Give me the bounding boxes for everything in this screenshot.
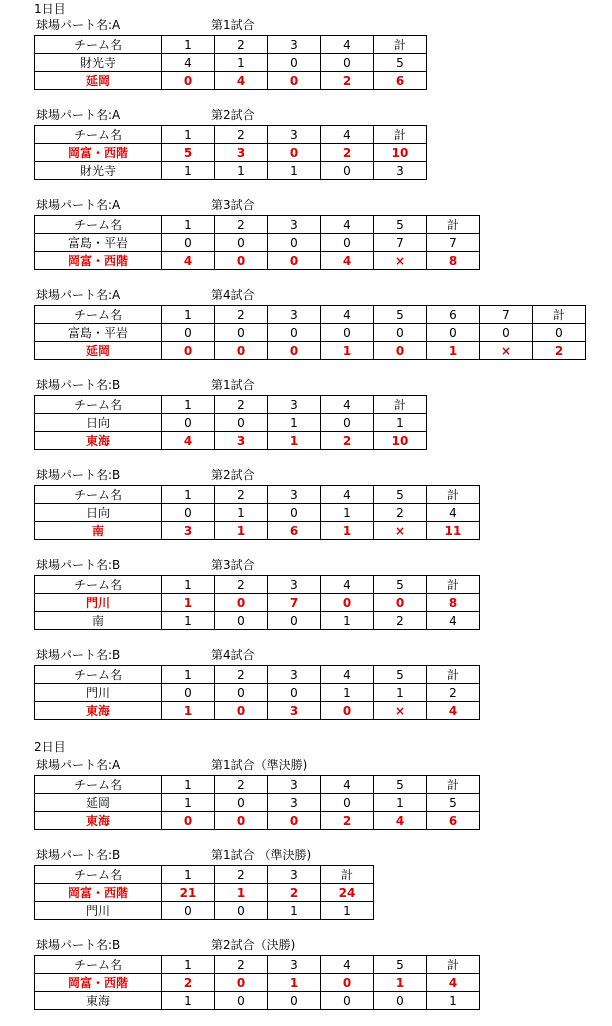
- team-name: 富島・平岩: [35, 324, 162, 342]
- inning-header: 2: [215, 666, 268, 684]
- inning-score: 0: [268, 342, 321, 360]
- total-score: 0: [533, 324, 586, 342]
- park-name: 球場パート名:B: [36, 938, 121, 952]
- park-name: 球場パート名:A: [36, 758, 121, 772]
- total-column-header: 計: [427, 216, 480, 234]
- team-name: 東海: [35, 992, 162, 1010]
- inning-score: 0: [268, 812, 321, 830]
- inning-score: 0: [215, 234, 268, 252]
- park-name: 球場パート名:B: [36, 648, 121, 662]
- day-label: 1日目: [34, 2, 66, 16]
- inning-score: 2: [374, 612, 427, 630]
- inning-score: 2: [374, 504, 427, 522]
- inning-header: 4: [321, 396, 374, 414]
- park-name: 球場パート名:B: [36, 468, 121, 482]
- total-score: 5: [427, 794, 480, 812]
- inning-score: 0: [215, 324, 268, 342]
- inning-score: 0: [268, 54, 321, 72]
- game-title: 第4試合: [211, 648, 255, 662]
- total-column-header: 計: [427, 576, 480, 594]
- team-row: [35, 144, 427, 162]
- total-score: 10: [374, 144, 427, 162]
- game-title: 第3試合: [211, 558, 255, 572]
- inning-header: 4: [321, 126, 374, 144]
- inning-score: 0: [268, 234, 321, 252]
- inning-score: 1: [374, 974, 427, 992]
- inning-header: 4: [321, 486, 374, 504]
- park-name: 球場パート名:B: [36, 558, 121, 572]
- inning-score: 4: [162, 54, 215, 72]
- total-column-header: 計: [533, 306, 586, 324]
- inning-header: 5: [374, 306, 427, 324]
- inning-score: 1: [321, 522, 374, 540]
- inning-score: 0: [215, 812, 268, 830]
- inning-score: 1: [268, 902, 321, 920]
- team-row: [35, 324, 586, 342]
- team-name: 延岡: [35, 794, 162, 812]
- total-score: 8: [427, 252, 480, 270]
- inning-score: 0: [162, 234, 215, 252]
- header-row: [35, 576, 480, 594]
- header-row: [35, 776, 480, 794]
- inning-header: 5: [374, 216, 427, 234]
- team-name: 門川: [35, 594, 162, 612]
- header-row: [35, 866, 374, 884]
- inning-score: 0: [268, 252, 321, 270]
- total-score: 6: [374, 72, 427, 90]
- game-title: 第1試合: [211, 18, 255, 32]
- inning-score: 0: [321, 594, 374, 612]
- total-score: 2: [427, 684, 480, 702]
- inning-score: 1: [215, 522, 268, 540]
- inning-score: 0: [215, 612, 268, 630]
- inning-score: 0: [162, 504, 215, 522]
- team-column-header: チーム名: [35, 306, 162, 324]
- inning-score: 0: [321, 54, 374, 72]
- inning-score: 0: [268, 684, 321, 702]
- inning-score: 0: [321, 234, 374, 252]
- total-score: 1: [374, 414, 427, 432]
- inning-score: 3: [268, 794, 321, 812]
- total-score: 7: [427, 234, 480, 252]
- score-table: [34, 215, 480, 270]
- inning-score: ×: [374, 702, 427, 720]
- game-title: 第1試合 （準決勝): [211, 848, 312, 862]
- team-column-header: チーム名: [35, 576, 162, 594]
- total-score: 5: [374, 54, 427, 72]
- game-title: 第1試合（準決勝): [211, 758, 308, 772]
- team-name: 東海: [35, 702, 162, 720]
- inning-header: 3: [268, 956, 321, 974]
- team-column-header: チーム名: [35, 776, 162, 794]
- inning-score: 1: [427, 342, 480, 360]
- inning-score: ×: [374, 252, 427, 270]
- inning-header: 3: [268, 866, 321, 884]
- inning-score: 0: [321, 702, 374, 720]
- inning-score: 7: [268, 594, 321, 612]
- inning-score: 0: [162, 72, 215, 90]
- inning-score: 4: [374, 812, 427, 830]
- total-score: 1: [427, 992, 480, 1010]
- inning-score: 0: [321, 992, 374, 1010]
- game-title: 第2試合（決勝): [211, 938, 296, 952]
- inning-header: 2: [215, 956, 268, 974]
- park-name: 球場パート名:A: [36, 288, 121, 302]
- total-column-header: 計: [321, 866, 374, 884]
- inning-score: 0: [215, 974, 268, 992]
- inning-score: 1: [268, 162, 321, 180]
- inning-score: 0: [374, 324, 427, 342]
- inning-score: 0: [215, 794, 268, 812]
- inning-header: 5: [374, 776, 427, 794]
- inning-score: 0: [268, 504, 321, 522]
- score-table: [34, 775, 480, 830]
- team-name: 富島・平岩: [35, 234, 162, 252]
- score-table: [34, 125, 427, 180]
- team-row: [35, 702, 480, 720]
- inning-header: 4: [321, 776, 374, 794]
- inning-header: 4: [321, 666, 374, 684]
- inning-score: 0: [162, 684, 215, 702]
- inning-score: 0: [321, 974, 374, 992]
- total-score: 10: [374, 432, 427, 450]
- inning-score: ×: [374, 522, 427, 540]
- inning-score: 0: [268, 72, 321, 90]
- team-row: [35, 684, 480, 702]
- inning-score: 5: [162, 144, 215, 162]
- team-name: 東海: [35, 812, 162, 830]
- inning-header: 2: [215, 576, 268, 594]
- inning-header: 2: [215, 216, 268, 234]
- inning-score: 2: [321, 432, 374, 450]
- team-column-header: チーム名: [35, 36, 162, 54]
- total-score: 24: [321, 884, 374, 902]
- inning-score: 0: [215, 414, 268, 432]
- inning-score: 6: [268, 522, 321, 540]
- inning-header: 1: [162, 126, 215, 144]
- inning-header: 2: [215, 866, 268, 884]
- inning-score: 3: [162, 522, 215, 540]
- inning-score: 1: [268, 414, 321, 432]
- team-row: [35, 992, 480, 1010]
- team-name: 日向: [35, 504, 162, 522]
- team-name: 南: [35, 612, 162, 630]
- team-column-header: チーム名: [35, 486, 162, 504]
- team-name: 岡富・西階: [35, 252, 162, 270]
- inning-header: 3: [268, 666, 321, 684]
- team-row: [35, 594, 480, 612]
- score-table: [34, 305, 586, 360]
- inning-score: 0: [162, 342, 215, 360]
- day-label: 2日目: [34, 740, 66, 754]
- team-name: 東海: [35, 432, 162, 450]
- inning-header: 3: [268, 126, 321, 144]
- score-table: [34, 35, 427, 90]
- inning-score: 0: [480, 324, 533, 342]
- inning-score: 0: [215, 684, 268, 702]
- inning-score: 0: [268, 992, 321, 1010]
- inning-score: 0: [321, 794, 374, 812]
- inning-score: 1: [215, 54, 268, 72]
- total-column-header: 計: [427, 486, 480, 504]
- inning-header: 1: [162, 396, 215, 414]
- total-column-header: 計: [374, 36, 427, 54]
- total-score: 3: [374, 162, 427, 180]
- inning-header: 3: [268, 776, 321, 794]
- inning-header: 4: [321, 36, 374, 54]
- inning-header: 1: [162, 486, 215, 504]
- inning-score: 4: [162, 432, 215, 450]
- team-name: 財光寺: [35, 54, 162, 72]
- inning-score: 4: [162, 252, 215, 270]
- inning-score: 0: [321, 162, 374, 180]
- inning-score: 1: [321, 684, 374, 702]
- total-column-header: 計: [374, 126, 427, 144]
- inning-header: 3: [268, 306, 321, 324]
- inning-header: 2: [215, 126, 268, 144]
- inning-score: 21: [162, 884, 215, 902]
- total-score: 4: [427, 504, 480, 522]
- inning-score: 0: [268, 324, 321, 342]
- inning-header: 4: [321, 216, 374, 234]
- inning-score: 1: [162, 162, 215, 180]
- inning-score: 3: [268, 702, 321, 720]
- inning-score: 1: [268, 974, 321, 992]
- team-name: 延岡: [35, 72, 162, 90]
- inning-header: 7: [480, 306, 533, 324]
- total-column-header: 計: [427, 666, 480, 684]
- inning-score: 0: [162, 902, 215, 920]
- inning-score: 2: [162, 974, 215, 992]
- park-name: 球場パート名:A: [36, 108, 121, 122]
- inning-score: 1: [321, 342, 374, 360]
- inning-score: 1: [215, 504, 268, 522]
- inning-score: 1: [321, 612, 374, 630]
- score-table: [34, 865, 374, 920]
- team-column-header: チーム名: [35, 956, 162, 974]
- team-row: [35, 812, 480, 830]
- inning-score: 0: [162, 324, 215, 342]
- team-row: [35, 252, 480, 270]
- inning-header: 5: [374, 486, 427, 504]
- inning-score: 4: [321, 252, 374, 270]
- game-title: 第2試合: [211, 108, 255, 122]
- park-name: 球場パート名:A: [36, 198, 121, 212]
- inning-score: 0: [215, 594, 268, 612]
- park-name: 球場パート名:B: [36, 378, 121, 392]
- inning-header: 1: [162, 576, 215, 594]
- total-score: 8: [427, 594, 480, 612]
- team-name: 延岡: [35, 342, 162, 360]
- inning-header: 1: [162, 36, 215, 54]
- inning-header: 2: [215, 306, 268, 324]
- inning-score: 0: [215, 902, 268, 920]
- team-name: 岡富・西階: [35, 974, 162, 992]
- inning-score: 0: [215, 992, 268, 1010]
- inning-score: 1: [162, 794, 215, 812]
- team-row: [35, 504, 480, 522]
- inning-score: 0: [215, 342, 268, 360]
- inning-score: 0: [427, 324, 480, 342]
- inning-score: 1: [162, 612, 215, 630]
- inning-score: 1: [268, 432, 321, 450]
- team-column-header: チーム名: [35, 396, 162, 414]
- inning-score: 0: [268, 612, 321, 630]
- header-row: [35, 396, 427, 414]
- inning-header: 5: [374, 576, 427, 594]
- inning-score: 0: [321, 324, 374, 342]
- inning-score: 0: [215, 702, 268, 720]
- header-row: [35, 956, 480, 974]
- total-column-header: 計: [427, 956, 480, 974]
- inning-score: 3: [215, 144, 268, 162]
- inning-header: 2: [215, 486, 268, 504]
- inning-header: 5: [374, 956, 427, 974]
- game-title: 第4試合: [211, 288, 255, 302]
- total-score: 2: [533, 342, 586, 360]
- game-title: 第3試合: [211, 198, 255, 212]
- team-name: 門川: [35, 684, 162, 702]
- inning-header: 3: [268, 396, 321, 414]
- inning-score: 1: [374, 684, 427, 702]
- total-score: 4: [427, 702, 480, 720]
- inning-header: 3: [268, 216, 321, 234]
- inning-score: 0: [162, 414, 215, 432]
- inning-score: 2: [268, 884, 321, 902]
- team-row: [35, 162, 427, 180]
- inning-header: 6: [427, 306, 480, 324]
- team-row: [35, 612, 480, 630]
- header-row: [35, 36, 427, 54]
- team-name: 岡富・西階: [35, 144, 162, 162]
- inning-score: 0: [215, 252, 268, 270]
- inning-header: 4: [321, 306, 374, 324]
- team-row: [35, 794, 480, 812]
- game-title: 第2試合: [211, 468, 255, 482]
- inning-score: 2: [321, 72, 374, 90]
- total-column-header: 計: [374, 396, 427, 414]
- team-column-header: チーム名: [35, 126, 162, 144]
- total-score: 11: [427, 522, 480, 540]
- inning-score: 0: [374, 594, 427, 612]
- inning-score: 2: [321, 144, 374, 162]
- inning-score: 0: [162, 812, 215, 830]
- park-name: 球場パート名:B: [36, 848, 121, 862]
- header-row: [35, 486, 480, 504]
- inning-score: 0: [374, 342, 427, 360]
- total-score: 4: [427, 612, 480, 630]
- park-name: 球場パート名:A: [36, 18, 121, 32]
- inning-header: 2: [215, 776, 268, 794]
- inning-header: 4: [321, 956, 374, 974]
- inning-header: 1: [162, 306, 215, 324]
- inning-header: 2: [215, 396, 268, 414]
- inning-score: 4: [215, 72, 268, 90]
- team-row: [35, 432, 427, 450]
- game-title: 第1試合: [211, 378, 255, 392]
- team-row: [35, 522, 480, 540]
- team-row: [35, 884, 374, 902]
- header-row: [35, 306, 586, 324]
- team-row: [35, 974, 480, 992]
- inning-score: 1: [162, 702, 215, 720]
- inning-score: 3: [215, 432, 268, 450]
- team-name: 岡富・西階: [35, 884, 162, 902]
- team-row: [35, 414, 427, 432]
- score-table: [34, 395, 427, 450]
- team-name: 財光寺: [35, 162, 162, 180]
- inning-header: 5: [374, 666, 427, 684]
- team-name: 門川: [35, 902, 162, 920]
- team-column-header: チーム名: [35, 666, 162, 684]
- inning-header: 1: [162, 956, 215, 974]
- team-column-header: チーム名: [35, 866, 162, 884]
- team-row: [35, 234, 480, 252]
- inning-score: 1: [215, 884, 268, 902]
- inning-header: 1: [162, 666, 215, 684]
- score-table: [34, 665, 480, 720]
- inning-score: 1: [162, 992, 215, 1010]
- total-score: 1: [321, 902, 374, 920]
- inning-header: 3: [268, 576, 321, 594]
- inning-score: 1: [321, 504, 374, 522]
- team-column-header: チーム名: [35, 216, 162, 234]
- inning-header: 1: [162, 776, 215, 794]
- inning-header: 4: [321, 576, 374, 594]
- inning-header: 1: [162, 866, 215, 884]
- inning-header: 3: [268, 36, 321, 54]
- header-row: [35, 126, 427, 144]
- inning-score: 1: [162, 594, 215, 612]
- total-score: 4: [427, 974, 480, 992]
- total-column-header: 計: [427, 776, 480, 794]
- inning-score: 0: [268, 144, 321, 162]
- inning-score: 0: [321, 414, 374, 432]
- team-row: [35, 54, 427, 72]
- inning-score: 7: [374, 234, 427, 252]
- inning-header: 3: [268, 486, 321, 504]
- team-row: [35, 902, 374, 920]
- inning-score: 1: [374, 794, 427, 812]
- team-row: [35, 342, 586, 360]
- header-row: [35, 216, 480, 234]
- inning-header: 2: [215, 36, 268, 54]
- score-table: [34, 955, 480, 1010]
- team-row: [35, 72, 427, 90]
- team-name: 日向: [35, 414, 162, 432]
- inning-score: 1: [215, 162, 268, 180]
- score-table: [34, 485, 480, 540]
- team-name: 南: [35, 522, 162, 540]
- total-score: 6: [427, 812, 480, 830]
- header-row: [35, 666, 480, 684]
- score-table: [34, 575, 480, 630]
- inning-score: ×: [480, 342, 533, 360]
- inning-header: 1: [162, 216, 215, 234]
- inning-score: 2: [321, 812, 374, 830]
- inning-score: 0: [374, 992, 427, 1010]
